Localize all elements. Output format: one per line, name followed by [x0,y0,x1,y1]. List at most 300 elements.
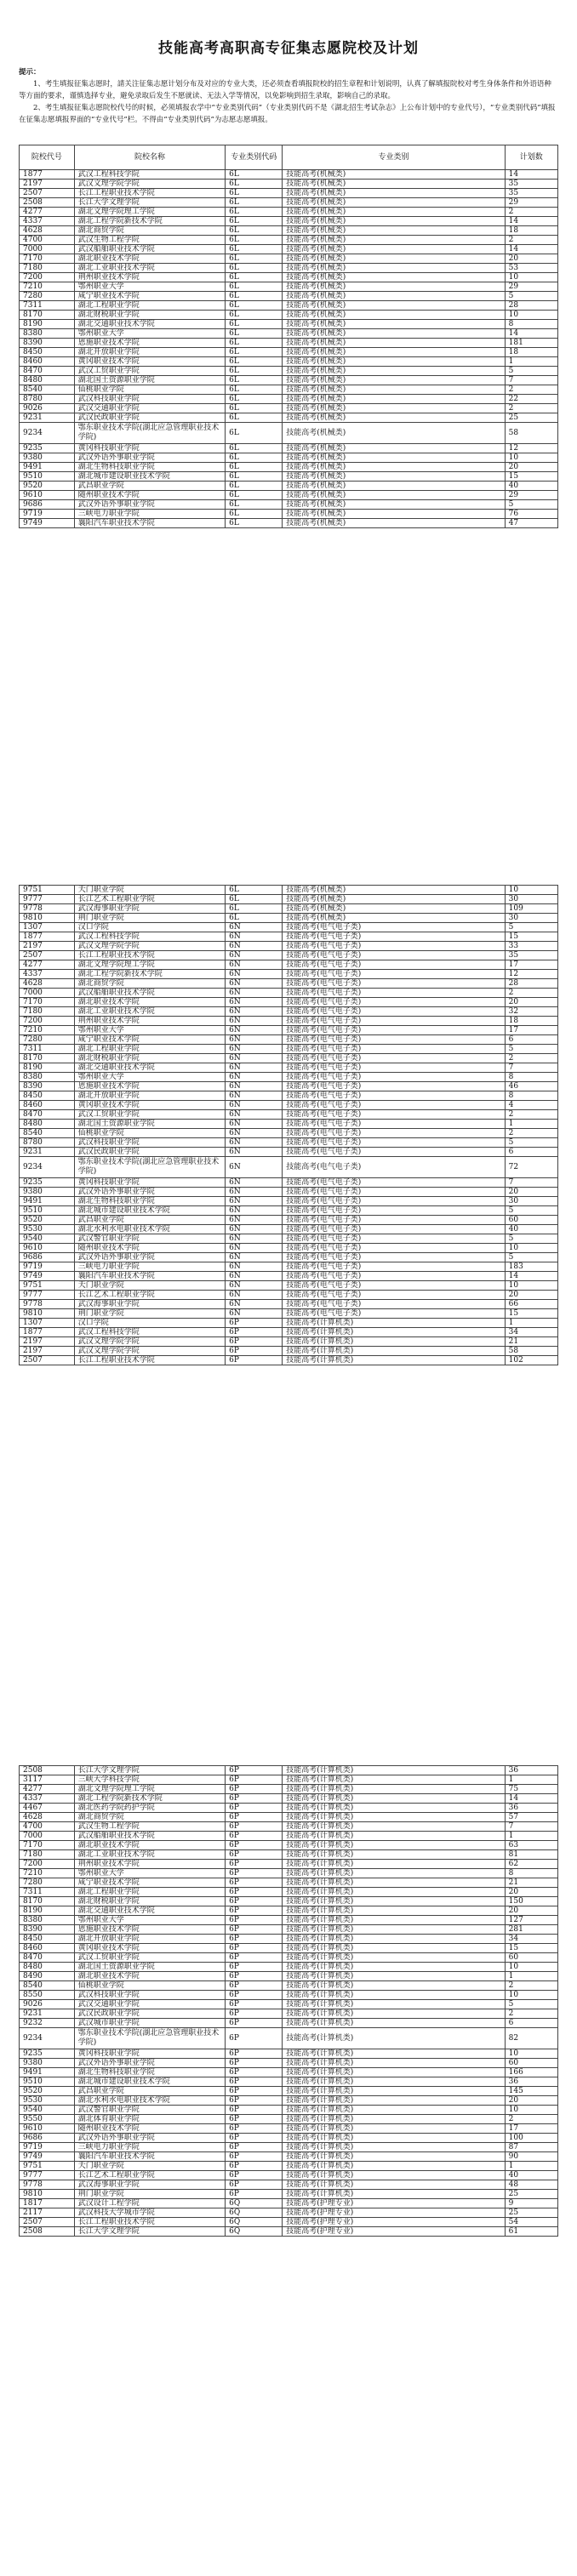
cell-school-code: 7311 [20,1888,75,1897]
cell-school-code: 7180 [20,1007,75,1017]
cell-major-category: 技能高考(机械类) [283,208,505,217]
cell-school-name: 武汉文理学院学院 [74,942,225,951]
cell-major-code: 6N [226,1148,283,1157]
cell-major-category: 技能高考(计算机类) [283,1850,505,1860]
cell-school-name: 湖北国土资源职业学院 [74,376,225,385]
cell-major-category: 技能高考(电气电子类) [283,1129,505,1138]
cell-major-category: 技能高考(电气电子类) [283,1178,505,1188]
cell-school-name: 长江工程职业技术学院 [74,1356,225,1365]
cell-major-code: 6P [226,2049,283,2059]
cell-major-code: 6L [226,463,283,472]
table-row [20,1347,558,1356]
table-row [20,217,558,226]
cell-plan-count: 2 [505,989,557,998]
cell-plan-count: 60 [505,1953,557,1963]
cell-school-code: 7280 [20,292,75,301]
cell-major-category: 技能高考(机械类) [283,510,505,519]
cell-major-category: 技能高考(机械类) [283,320,505,329]
cell-school-name: 湖北职业技术学院 [74,254,225,264]
cell-major-category: 技能高考(计算机类) [283,2134,505,2143]
table-row [20,510,558,519]
cell-major-category: 技能高考(机械类) [283,311,505,320]
cell-plan-count: 87 [505,2143,557,2152]
cell-school-code: 4628 [20,979,75,989]
cell-school-name: 湖北文理学院理工学院 [74,1785,225,1794]
cell-major-code: 6P [226,2087,283,2096]
cell-plan-count: 82 [505,2028,557,2049]
header-plan-count: 计划数 [505,145,557,170]
table-row [20,1091,558,1101]
table-row [20,1082,558,1091]
cell-major-code: 6P [226,2106,283,2115]
cell-school-code: 8480 [20,376,75,385]
cell-school-name: 咸宁职业技术学院 [74,292,225,301]
cell-school-name: 天门职业学院 [74,886,225,895]
cell-major-code: 6P [226,1775,283,1785]
table-row [20,1832,558,1841]
cell-plan-count: 5 [505,1045,557,1054]
cell-major-code: 6N [226,1017,283,1026]
table-row [20,2218,558,2227]
cell-major-category: 技能高考(计算机类) [283,1822,505,1832]
cell-major-code: 6P [226,2059,283,2068]
cell-plan-count: 29 [505,491,557,500]
cell-major-category: 技能高考(计算机类) [283,2124,505,2134]
cell-major-category: 技能高考(电气电子类) [283,1291,505,1300]
cell-school-code: 1877 [20,932,75,942]
cell-school-code: 9550 [20,2115,75,2124]
cell-major-code: 6P [226,1897,283,1906]
cell-school-code: 9610 [20,2124,75,2134]
cell-major-code: 6L [226,208,283,217]
cell-plan-count: 10 [505,1963,557,1972]
cell-major-category: 技能高考(计算机类) [283,1841,505,1850]
cell-plan-count: 58 [505,1347,557,1356]
table-row [20,226,558,236]
cell-major-category: 技能高考(电气电子类) [283,960,505,970]
cell-major-code: 6L [226,311,283,320]
cell-major-code: 6L [226,273,283,282]
cell-school-code: 9510 [20,1206,75,1216]
cell-plan-count: 5 [505,367,557,376]
cell-major-code: 6L [226,301,283,311]
cell-plan-count: 10 [505,2106,557,2115]
cell-major-code: 6L [226,282,283,292]
cell-plan-count: 15 [505,932,557,942]
cell-plan-count: 10 [505,273,557,282]
cell-major-category: 技能高考(计算机类) [283,2009,505,2019]
cell-school-code: 9686 [20,2134,75,2143]
cell-major-category: 技能高考(机械类) [283,348,505,357]
cell-plan-count: 53 [505,264,557,273]
cell-major-category: 技能高考(电气电子类) [283,932,505,942]
table-row [20,423,558,444]
cell-plan-count: 7 [505,376,557,385]
cell-plan-count: 25 [505,413,557,423]
cell-plan-count: 12 [505,970,557,979]
cell-major-code: 6N [226,998,283,1007]
cell-major-category: 技能高考(计算机类) [283,1916,505,1925]
cell-major-code: 6L [226,376,283,385]
table-row [20,989,558,998]
cell-plan-count: 54 [505,2218,557,2227]
table-row [20,970,558,979]
cell-major-code: 6N [226,1157,283,1178]
cell-major-category: 技能高考(电气电子类) [283,1188,505,1197]
cell-major-code: 6L [226,385,283,395]
cell-school-name: 武汉船舶职业技术学院 [74,989,225,998]
table-row [20,1972,558,1981]
cell-major-category: 技能高考(电气电子类) [283,1300,505,1309]
cell-plan-count: 2 [505,236,557,245]
cell-school-name: 湖北财税职业学院 [74,1897,225,1906]
table-row [20,2143,558,2152]
cell-school-name: 湖北商贸学院 [74,226,225,236]
table-row [20,1878,558,1888]
table-row [20,1206,558,1216]
cell-major-category: 技能高考(计算机类) [283,1794,505,1804]
cell-school-name: 武汉海事职业学院 [74,1300,225,1309]
cell-major-code: 6P [226,2134,283,2143]
header-school-name: 院校名称 [74,145,225,170]
cell-school-name: 武汉工贸职业学院 [74,1110,225,1120]
cell-major-category: 技能高考(计算机类) [283,1906,505,1916]
cell-major-category: 技能高考(电气电子类) [283,1157,505,1178]
cell-plan-count: 25 [505,2208,557,2218]
cell-plan-count: 9 [505,2199,557,2208]
cell-school-name: 湖北工程学院新技术学院 [74,217,225,226]
cell-major-category: 技能高考(电气电子类) [283,1073,505,1082]
cell-major-category: 技能高考(机械类) [283,226,505,236]
cell-school-name: 湖北城市建设职业技术学院 [74,2077,225,2087]
table-row [20,385,558,395]
cell-plan-count: 6 [505,1035,557,1045]
cell-school-name: 湖北医药学院药护学院 [74,1804,225,1813]
cell-major-code: 6L [226,189,283,198]
cell-major-category: 技能高考(计算机类) [283,1991,505,2000]
cell-school-name: 武汉工贸职业学院 [74,1953,225,1963]
cell-school-name: 恩施职业技术学院 [74,1082,225,1091]
cell-school-code: 2508 [20,1766,75,1775]
cell-plan-count: 10 [505,453,557,463]
cell-school-code: 9751 [20,2162,75,2171]
cell-major-code: 6P [226,1347,283,1356]
cell-major-category: 技能高考(电气电子类) [283,1244,505,1253]
table-row [20,1888,558,1897]
cell-school-name: 湖北水利水电职业技术学院 [74,2096,225,2106]
notes-heading: 提示： [19,68,41,77]
cell-school-code: 2507 [20,189,75,198]
cell-school-code: 8190 [20,1906,75,1916]
cell-major-code: 6P [226,1785,283,1794]
cell-school-code: 8380 [20,1073,75,1082]
table-row [20,404,558,413]
cell-school-code: 9749 [20,1272,75,1281]
cell-plan-count: 150 [505,1897,557,1906]
cell-school-code: 9751 [20,886,75,895]
cell-major-category: 技能高考(机械类) [283,500,505,510]
cell-major-code: 6L [226,413,283,423]
table-row [20,357,558,367]
cell-plan-count: 8 [505,1869,557,1878]
cell-school-name: 武汉科技职业学院 [74,395,225,404]
cell-plan-count: 166 [505,2068,557,2077]
cell-major-category: 技能高考(机械类) [283,217,505,226]
table-row [20,942,558,951]
cell-plan-count: 8 [505,1073,557,1082]
cell-major-code: 6L [226,395,283,404]
cell-school-name: 武汉外语外事职业学院 [74,500,225,510]
header-major-category: 专业类别 [283,145,505,170]
cell-school-name: 荆门职业学院 [74,2190,225,2199]
table-row [20,2096,558,2106]
cell-school-name: 湖北商贸学院 [74,979,225,989]
cell-plan-count: 36 [505,1766,557,1775]
cell-plan-count: 15 [505,472,557,482]
table-row [20,2162,558,2171]
cell-school-code: 9380 [20,2059,75,2068]
cell-major-category: 技能高考(计算机类) [283,1944,505,1953]
cell-plan-count: 30 [505,914,557,923]
cell-major-category: 技能高考(电气电子类) [283,1054,505,1063]
cell-school-name: 湖北开放职业学院 [74,1935,225,1944]
cell-plan-count: 10 [505,1281,557,1291]
cell-school-code: 9380 [20,1188,75,1197]
cell-school-code: 8380 [20,329,75,339]
cell-major-code: 6N [226,923,283,932]
cell-major-code: 6N [226,951,283,960]
cell-major-code: 6L [226,180,283,189]
cell-school-code: 4277 [20,208,75,217]
cell-school-code: 7210 [20,1026,75,1035]
cell-major-category: 技能高考(机械类) [283,444,505,453]
table-row [20,1953,558,1963]
cell-school-name: 恩施职业技术学院 [74,339,225,348]
cell-major-category: 技能高考(计算机类) [283,1328,505,1337]
cell-school-code: 9610 [20,491,75,500]
cell-school-code: 9231 [20,2009,75,2019]
cell-major-code: 6N [226,1244,283,1253]
cell-school-code: 8380 [20,1916,75,1925]
cell-major-code: 6P [226,1337,283,1347]
table-row [20,273,558,282]
cell-major-code: 6N [226,1054,283,1063]
cell-major-category: 技能高考(机械类) [283,395,505,404]
cell-plan-count: 20 [505,1188,557,1197]
cell-major-category: 技能高考(护理专业) [283,2199,505,2208]
cell-plan-count: 1 [505,2162,557,2171]
cell-major-category: 技能高考(电气电子类) [283,989,505,998]
cell-major-code: 6N [226,1262,283,1272]
table-row [20,1319,558,1328]
header-school-code: 院校代号 [20,145,75,170]
cell-major-category: 技能高考(电气电子类) [283,970,505,979]
cell-major-category: 技能高考(机械类) [283,357,505,367]
cell-major-category: 技能高考(计算机类) [283,2143,505,2152]
note-item-2: 2、考生填报征集志愿院校代号的时候，必须填报农学中“专业类别代码”（专业类别代码不是《湖北招生考试杂志》上公布计划中的专业代号），“专业类别代码”填报在征集志愿填报界面的“专业代号”栏。不得由“专业类别代码”为志愿志愿填报。 [19,104,556,124]
cell-school-code: 3117 [20,1775,75,1785]
cell-major-category: 技能高考(计算机类) [283,2115,505,2124]
cell-major-code: 6P [226,1319,283,1328]
cell-school-code: 8170 [20,311,75,320]
cell-school-code: 9520 [20,482,75,491]
cell-plan-count: 109 [505,904,557,914]
cell-major-category: 技能高考(机械类) [283,329,505,339]
cell-school-name: 武汉生物工程学院 [74,236,225,245]
cell-major-code: 6L [226,254,283,264]
table-row [20,491,558,500]
cell-school-code: 8450 [20,348,75,357]
table-row [20,1813,558,1822]
cell-school-code: 2507 [20,2218,75,2227]
cell-school-name: 湖北工业职业技术学院 [74,1007,225,1017]
cell-school-name: 武汉外语外事职业学院 [74,2134,225,2143]
cell-plan-count: 20 [505,2096,557,2106]
cell-school-name: 鄂州职业大学 [74,329,225,339]
cell-plan-count: 2 [505,404,557,413]
cell-major-category: 技能高考(计算机类) [283,1972,505,1981]
cell-major-category: 技能高考(计算机类) [283,2049,505,2059]
cell-school-name: 黄冈职业技术学院 [74,1101,225,1110]
page-title: 技能高考高职高专征集志愿院校及计划 [158,40,419,57]
cell-plan-count: 60 [505,1216,557,1225]
cell-school-code: 9810 [20,1309,75,1319]
cell-major-category: 技能高考(电气电子类) [283,998,505,1007]
table-row [20,1935,558,1944]
table-row [20,1841,558,1850]
cell-major-code: 6N [226,1309,283,1319]
cell-major-code: 6L [226,348,283,357]
table-row [20,886,558,895]
cell-major-category: 技能高考(计算机类) [283,1878,505,1888]
cell-school-code: 1877 [20,170,75,180]
table-row [20,198,558,208]
cell-plan-count: 2 [505,208,557,217]
table-row [20,979,558,989]
cell-school-name: 湖北交通职业技术学院 [74,1063,225,1073]
cell-school-name: 武汉科技职业学院 [74,1138,225,1148]
cell-major-code: 6L [226,491,283,500]
cell-major-code: 6L [226,320,283,329]
cell-school-name: 武汉民政职业学院 [74,413,225,423]
table-row [20,1035,558,1045]
plan-table-block-2 [19,885,558,1365]
cell-plan-count: 46 [505,1082,557,1091]
cell-school-code: 8470 [20,1110,75,1120]
cell-plan-count: 1 [505,1775,557,1785]
cell-major-category: 技能高考(电气电子类) [283,1017,505,1026]
cell-major-category: 技能高考(电气电子类) [283,1272,505,1281]
cell-school-name: 长江工程职业技术学院 [74,2218,225,2227]
cell-school-name: 湖北开放职业学院 [74,348,225,357]
cell-major-code: 6L [226,339,283,348]
cell-plan-count: 35 [505,189,557,198]
table-row [20,1766,558,1775]
cell-school-code: 7000 [20,989,75,998]
cell-school-code: 8470 [20,1953,75,1963]
cell-major-code: 6P [226,1328,283,1337]
table-row [20,1244,558,1253]
cell-school-code: 9719 [20,1262,75,1272]
cell-major-code: 6P [226,2152,283,2162]
cell-school-name: 湖北国土资源职业学院 [74,1963,225,1972]
cell-school-name: 武汉警官职业学院 [74,2106,225,2115]
table-row [20,998,558,1007]
table-row [20,367,558,376]
cell-major-category: 技能高考(电气电子类) [283,979,505,989]
cell-major-category: 技能高考(机械类) [283,282,505,292]
cell-plan-count: 66 [505,1300,557,1309]
cell-school-name: 三峡电力职业学院 [74,1262,225,1272]
cell-plan-count: 17 [505,960,557,970]
cell-major-code: 6Q [226,2208,283,2218]
cell-school-name: 鄂州职业大学 [74,1073,225,1082]
cell-major-category: 技能高考(计算机类) [283,1860,505,1869]
cell-major-category: 技能高考(电气电子类) [283,1045,505,1054]
cell-major-code: 6P [226,2190,283,2199]
cell-major-code: 6N [226,1234,283,1244]
cell-school-code: 9520 [20,2087,75,2096]
cell-plan-count: 183 [505,1262,557,1272]
cell-major-category: 技能高考(机械类) [283,914,505,923]
cell-major-category: 技能高考(电气电子类) [283,1138,505,1148]
cell-school-name: 荆州职业技术学院 [74,273,225,282]
cell-school-name: 武汉科技大学城市学院 [74,2208,225,2218]
cell-school-name: 湖北生物科技职业学院 [74,2068,225,2077]
cell-school-code: 9231 [20,413,75,423]
cell-major-code: 6L [226,510,283,519]
cell-major-category: 技能高考(机械类) [283,463,505,472]
table-row [20,1017,558,1026]
cell-plan-count: 5 [505,1234,557,1244]
cell-major-category: 技能高考(机械类) [283,339,505,348]
cell-school-code: 9749 [20,2152,75,2162]
cell-plan-count: 22 [505,395,557,404]
cell-school-code: 9235 [20,2049,75,2059]
cell-plan-count: 57 [505,1813,557,1822]
cell-school-name: 鄂东职业技术学院(湖北应急管理职业技术学院) [74,1157,225,1178]
cell-plan-count: 20 [505,1291,557,1300]
cell-school-code: 8390 [20,1082,75,1091]
cell-school-code: 4337 [20,970,75,979]
cell-plan-count: 20 [505,254,557,264]
cell-plan-count: 48 [505,2180,557,2190]
cell-school-name: 湖北城市建设职业技术学院 [74,1206,225,1216]
cell-plan-count: 62 [505,1860,557,1869]
cell-major-code: 6P [226,1841,283,1850]
table-row [20,519,558,528]
table-row [20,2180,558,2190]
cell-major-category: 技能高考(计算机类) [283,2096,505,2106]
cell-major-code: 6P [226,2096,283,2106]
cell-major-code: 6P [226,1832,283,1841]
cell-school-code: 9234 [20,1157,75,1178]
cell-major-code: 6P [226,1794,283,1804]
table-row [20,2134,558,2143]
cell-major-code: 6P [226,1813,283,1822]
table-row [20,1234,558,1244]
cell-school-name: 武汉民政职业学院 [74,1148,225,1157]
cell-plan-count: 10 [505,1244,557,1253]
cell-school-name: 武汉工程科技学院 [74,1328,225,1337]
table-row [20,2227,558,2237]
cell-plan-count: 58 [505,423,557,444]
table-row [20,500,558,510]
cell-plan-count: 28 [505,979,557,989]
cell-major-code: 6P [226,1925,283,1935]
cell-major-code: 6P [226,2068,283,2077]
cell-school-name: 湖北工程职业学院 [74,301,225,311]
